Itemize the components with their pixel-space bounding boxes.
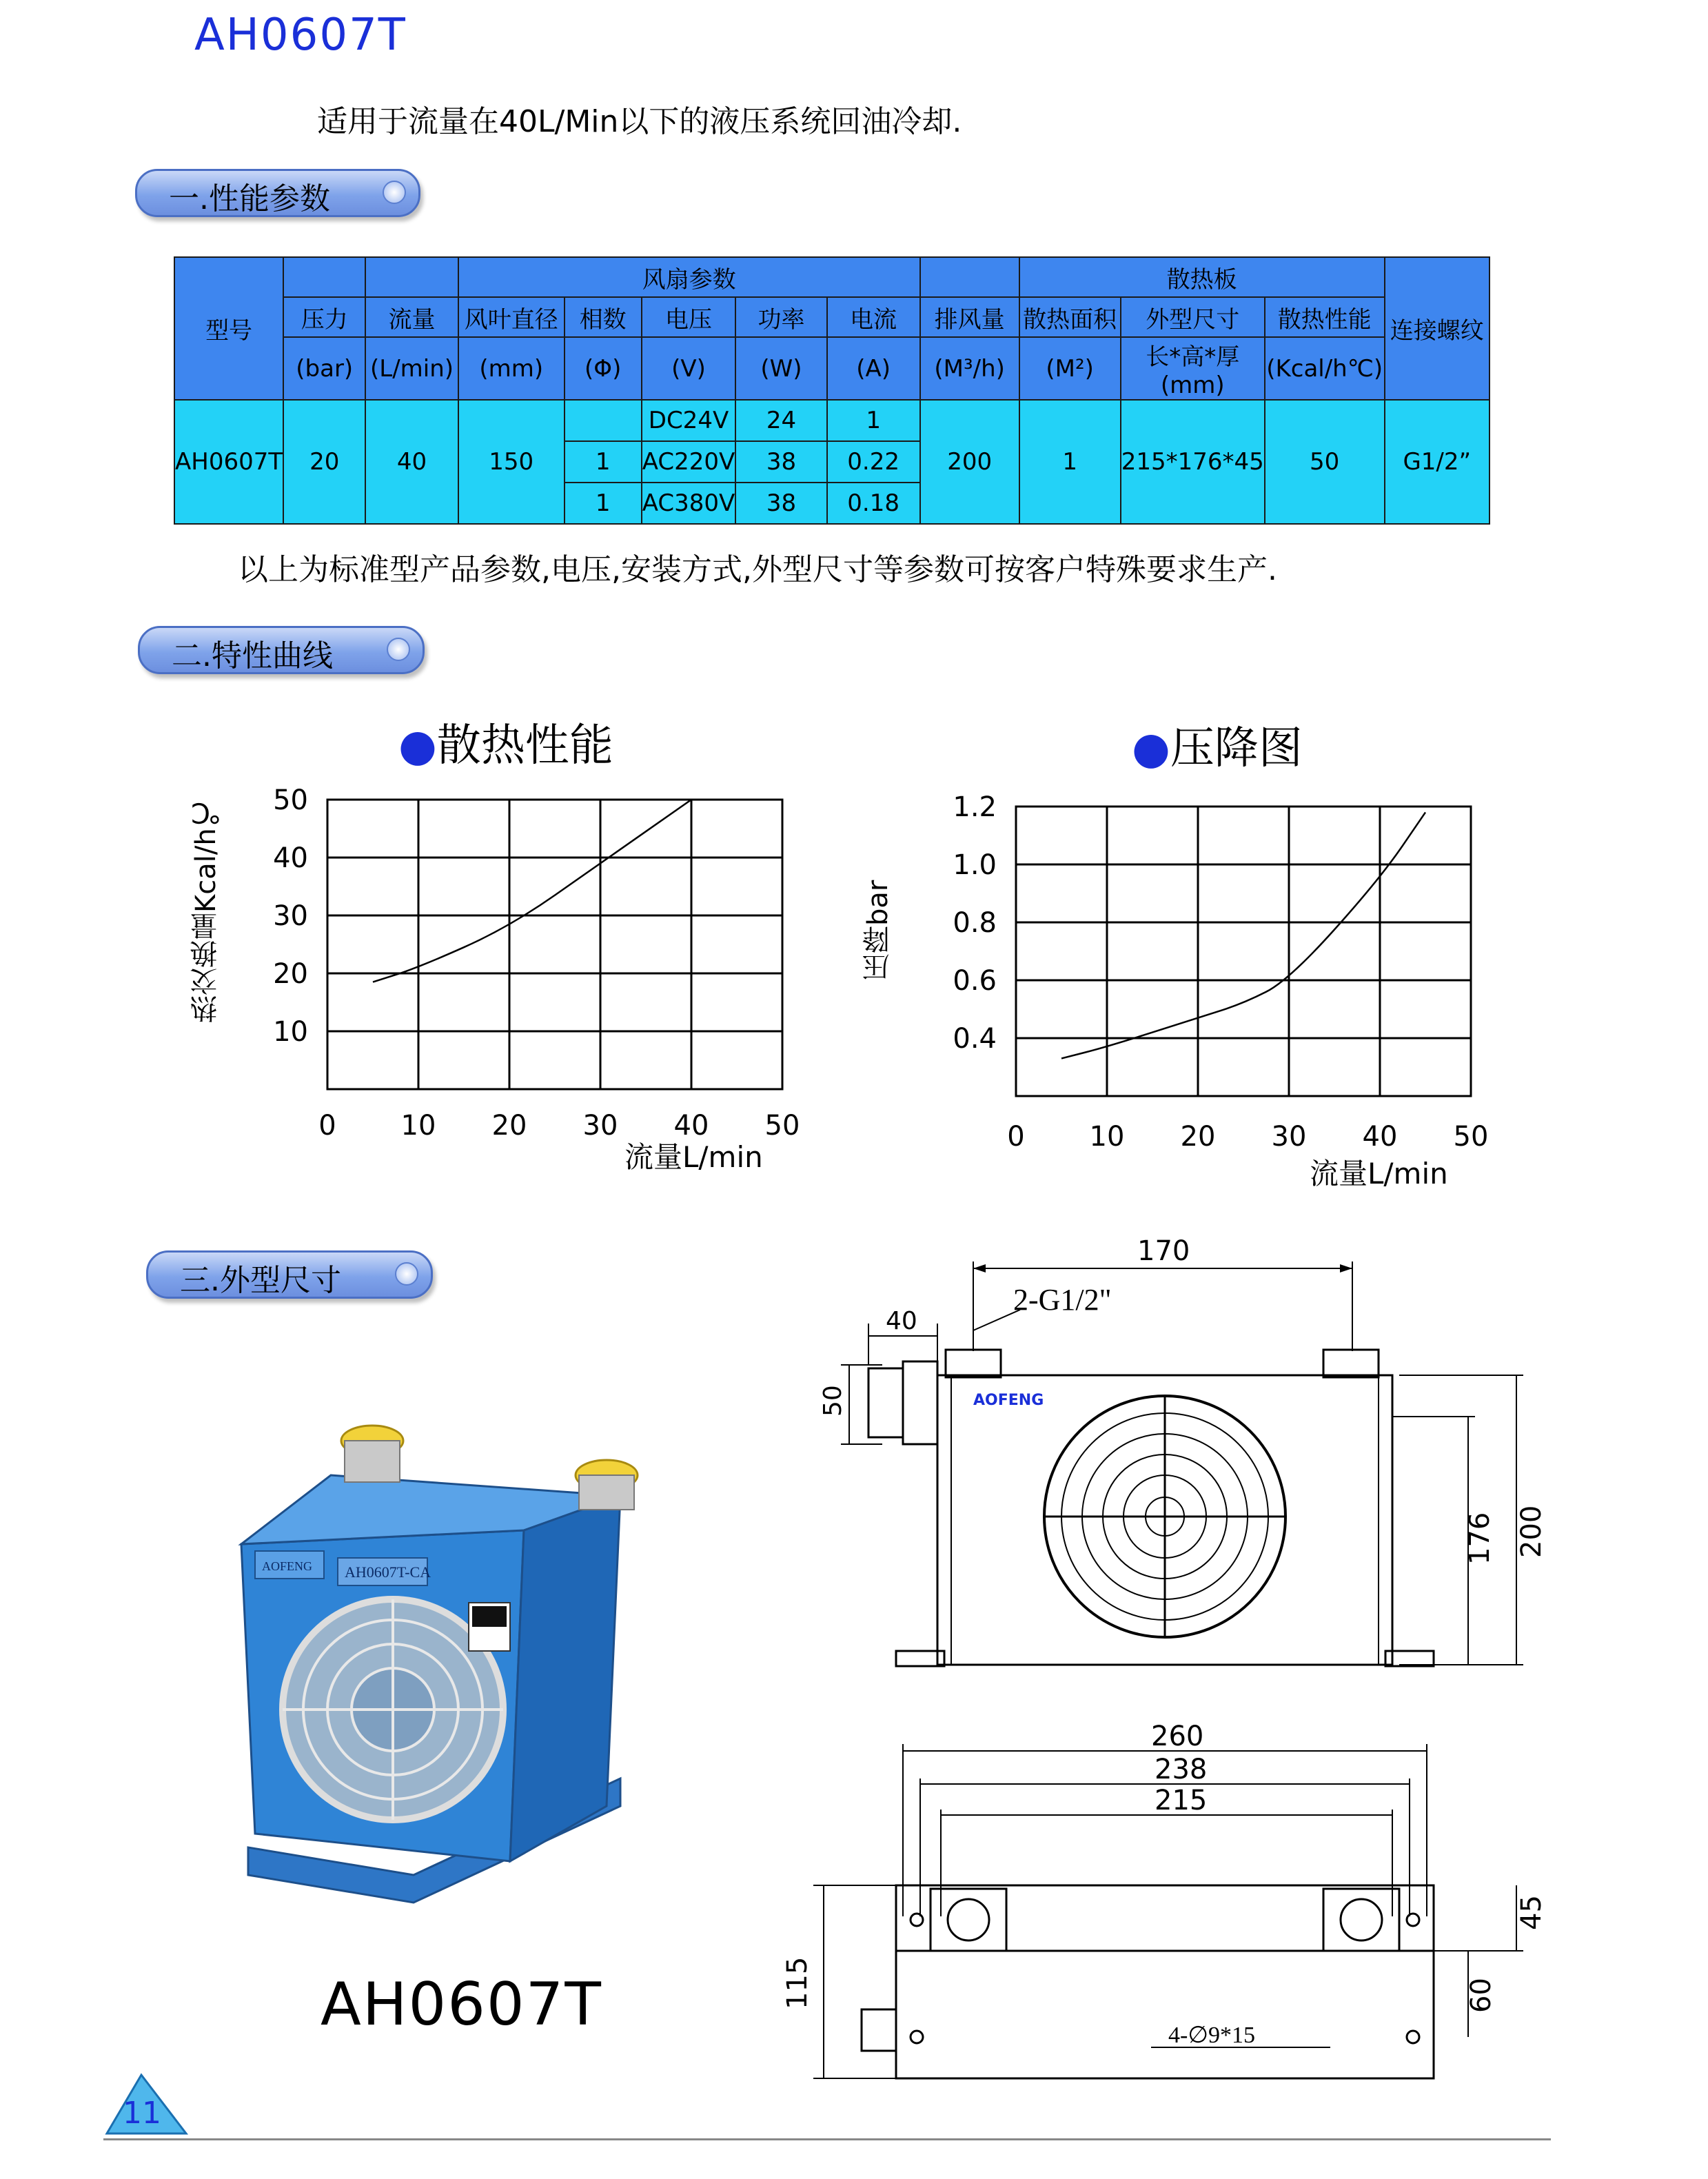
col-thread: 连接螺纹 (1385, 257, 1490, 400)
dim-50: 50 (819, 1385, 847, 1417)
unit: (M²) (1019, 337, 1121, 400)
product-photo (234, 1420, 675, 1923)
y-tick-label: 20 (273, 958, 308, 990)
chart2-ylabel: 压降bar (862, 880, 894, 982)
x-tick-label: 40 (673, 1110, 709, 1142)
unit: (Φ) (565, 337, 642, 400)
x-tick-label: 20 (491, 1110, 527, 1142)
unit: 长*高*厚(mm) (1121, 337, 1265, 400)
section-label: 二.特性曲线 (172, 638, 333, 673)
col-voltage: 电压 (642, 297, 736, 337)
col-blade: 风叶直径 (458, 297, 565, 337)
product-brand: AOFENG (262, 1559, 313, 1573)
chart1-ylabel: 热交换量Kcal/h℃ (190, 796, 222, 1024)
x-tick-label: 40 (1362, 1121, 1398, 1153)
unit: (bar) (283, 337, 365, 400)
cell-voltage: DC24V (642, 400, 736, 441)
y-tick-label: 0.4 (953, 1023, 997, 1055)
bottom-view-drawing (782, 1721, 1551, 2109)
x-tick-label: 50 (764, 1110, 800, 1142)
chart2-title: ●压降图 (1132, 723, 1303, 774)
cell-power: 38 (735, 441, 826, 483)
product-caption: AH0607T (321, 1970, 602, 2039)
cell-current: 0.18 (827, 483, 920, 524)
bullet-icon (387, 638, 410, 661)
bullet-icon (383, 181, 406, 204)
section-label: 三.外型尺寸 (180, 1263, 341, 1298)
chart1-title: ●散热性能 (398, 720, 613, 771)
footer-divider (103, 2138, 1551, 2140)
col-area: 散热面积 (1019, 297, 1121, 337)
col-size: 外型尺寸 (1121, 297, 1265, 337)
y-tick-label: 1.0 (953, 849, 997, 881)
unit: (Kcal/h℃) (1265, 337, 1385, 400)
y-tick-label: 30 (273, 900, 308, 932)
col-power: 功率 (735, 297, 826, 337)
col-perf: 散热性能 (1265, 297, 1385, 337)
x-tick-label: 10 (400, 1110, 436, 1142)
data-curve (373, 800, 691, 982)
dim-115: 115 (782, 1956, 813, 2009)
cell-current: 1 (827, 400, 920, 441)
chart2-pressure-drop (924, 772, 1489, 1151)
cell-power: 38 (735, 483, 826, 524)
y-tick-label: 1.2 (953, 791, 997, 823)
dim-60: 60 (1465, 1978, 1497, 2013)
col-heat: 散热板 (1019, 257, 1385, 297)
cell-area: 1 (1019, 400, 1121, 524)
section-performance-header (135, 169, 420, 217)
dim-176: 176 (1464, 1512, 1496, 1565)
bullet-dot-icon: ● (1132, 723, 1170, 774)
x-tick-label: 10 (1089, 1121, 1125, 1153)
dim-thread: 2-G1/2" (1013, 1283, 1112, 1317)
product-label: AH0607T-CA (345, 1563, 431, 1581)
holes-note: 4-∅9*15 (1168, 2023, 1255, 2048)
cell-phase (565, 400, 642, 441)
cell-air: 200 (920, 400, 1019, 524)
plot-frame (327, 800, 782, 1089)
col-air: 排风量 (920, 297, 1019, 337)
cell-phase: 1 (565, 441, 642, 483)
bullet-icon (395, 1262, 418, 1286)
dim-260: 260 (1151, 1721, 1204, 1752)
chart1-heat-performance (234, 765, 800, 1142)
front-view-drawing (793, 1234, 1551, 1682)
dim-200: 200 (1516, 1505, 1547, 1558)
bullet-dot-icon: ● (398, 720, 437, 771)
cell-thread: G1/2” (1385, 400, 1490, 524)
y-tick-label: 40 (273, 842, 308, 874)
cell-voltage: AC380V (642, 483, 736, 524)
col-model: 型号 (174, 257, 283, 400)
cell-phase: 1 (565, 483, 642, 524)
x-tick-label: 30 (582, 1110, 618, 1142)
x-tick-label: 20 (1180, 1121, 1216, 1153)
unit: (L/min) (365, 337, 458, 400)
brand-logo: AOFENG (973, 1392, 1044, 1409)
dim-45: 45 (1516, 1895, 1547, 1930)
col-phase: 相数 (565, 297, 642, 337)
unit: (V) (642, 337, 736, 400)
cell-perf: 50 (1265, 400, 1385, 524)
cell-blade: 150 (458, 400, 565, 524)
unit: (mm) (458, 337, 565, 400)
x-tick-label: 0 (318, 1110, 336, 1142)
section-dimensions-header (146, 1250, 433, 1299)
note-text: 以上为标准型产品参数,电压,安装方式,外型尺寸等参数可按客户特殊要求生产. (238, 552, 1277, 587)
y-tick-label: 0.6 (953, 965, 997, 997)
intro-text: 适用于流量在40L/Min以下的液压系统回油冷却. (317, 104, 962, 139)
cell-pressure: 20 (283, 400, 365, 524)
col-fan: 风扇参数 (458, 257, 920, 297)
x-tick-label: 50 (1453, 1121, 1489, 1153)
dim-215: 215 (1155, 1785, 1208, 1816)
y-tick-label: 50 (273, 784, 308, 816)
cell-flow: 40 (365, 400, 458, 524)
page-number: 11 (123, 2096, 161, 2131)
y-tick-label: 0.8 (953, 907, 997, 939)
model-title: AH0607T (194, 10, 407, 61)
section-curves-header (138, 626, 425, 674)
x-tick-label: 30 (1271, 1121, 1307, 1153)
data-curve (1061, 812, 1425, 1058)
col-pressure: 压力 (283, 297, 365, 337)
unit: (M³/h) (920, 337, 1019, 400)
dim-40: 40 (886, 1307, 917, 1335)
cell-size: 215*176*45 (1121, 400, 1265, 524)
section-label: 一.性能参数 (169, 181, 330, 216)
x-tick-label: 0 (1007, 1121, 1025, 1153)
y-tick-label: 10 (273, 1016, 308, 1048)
dim-170: 170 (1137, 1235, 1190, 1267)
cell-voltage: AC220V (642, 441, 736, 483)
chart1-xlabel: 流量L/min (624, 1140, 763, 1174)
cell-power: 24 (735, 400, 826, 441)
dim-238: 238 (1155, 1754, 1208, 1785)
cell-model: AH0607T (174, 400, 283, 524)
unit: (A) (827, 337, 920, 400)
col-current: 电流 (827, 297, 920, 337)
col-flow: 流量 (365, 297, 458, 337)
unit: (W) (735, 337, 826, 400)
cell-current: 0.22 (827, 441, 920, 483)
chart2-xlabel: 流量L/min (1310, 1157, 1448, 1190)
spec-table (174, 256, 1490, 525)
